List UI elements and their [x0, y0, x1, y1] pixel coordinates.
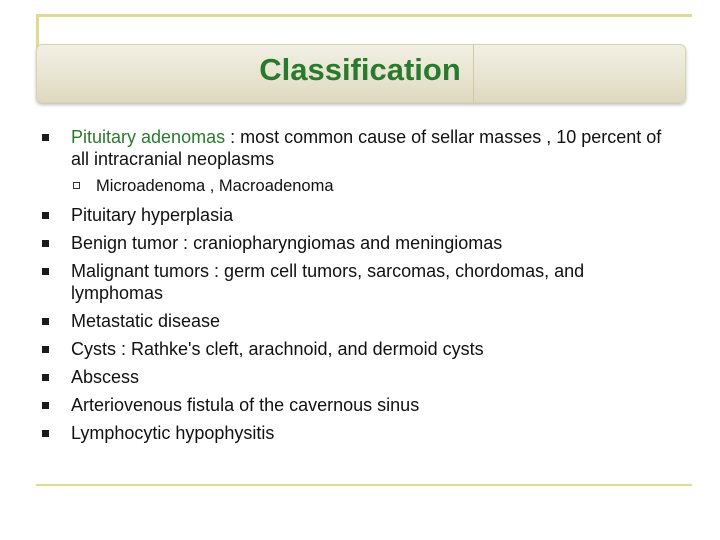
bullet-item [0, 204, 681, 226]
bullet-text: Pituitary hyperplasia [71, 205, 234, 225]
bullet-list [0, 126, 720, 450]
bullet-text: Abscess [71, 367, 140, 387]
bullet-item [0, 260, 681, 304]
slide-title: Classification [259, 52, 461, 87]
bullet-text: Cysts : Rathke's cleft, arachnoid, and dermoid cysts [71, 339, 484, 359]
square-bullet-icon [42, 318, 49, 325]
frame-left-line [36, 14, 39, 48]
square-bullet-icon [42, 374, 49, 381]
square-bullet-icon [42, 212, 49, 219]
bullet-item [0, 366, 681, 388]
bullet-text: Metastatic disease [71, 311, 221, 331]
sub-bullet-text: Microadenoma , Macroadenoma [96, 177, 334, 195]
bullet-highlight: Pituitary adenomas [71, 127, 226, 147]
square-bullet-icon [42, 134, 49, 141]
frame-top-line [36, 14, 692, 17]
bullet-item [0, 310, 681, 332]
bullet-item [0, 338, 681, 360]
bullet-text: Arteriovenous fistula of the cavernous sinus [71, 395, 420, 415]
square-bullet-icon [42, 268, 49, 275]
bullet-text: Benign tumor : craniopharyngiomas and meningiomas [71, 233, 503, 253]
frame-bottom-line [36, 484, 692, 486]
bullet-item [0, 126, 681, 170]
square-bullet-icon [42, 346, 49, 353]
bullet-item [0, 394, 681, 416]
square-bullet-icon [42, 402, 49, 409]
hollow-square-bullet-icon [73, 182, 80, 189]
bullet-text: Lymphocytic hypophysitis [71, 423, 275, 443]
sub-bullet-item [0, 176, 720, 196]
bullet-text: Malignant tumors : germ cell tumors, sarcomas, chordomas, and lymphomas [71, 261, 585, 303]
square-bullet-icon [42, 240, 49, 247]
square-bullet-icon [42, 430, 49, 437]
bullet-item [0, 232, 681, 254]
bullet-text: : most common cause of sellar masses , 10 percent of all intracranial neoplasms [71, 127, 662, 169]
bullet-item [0, 422, 681, 444]
